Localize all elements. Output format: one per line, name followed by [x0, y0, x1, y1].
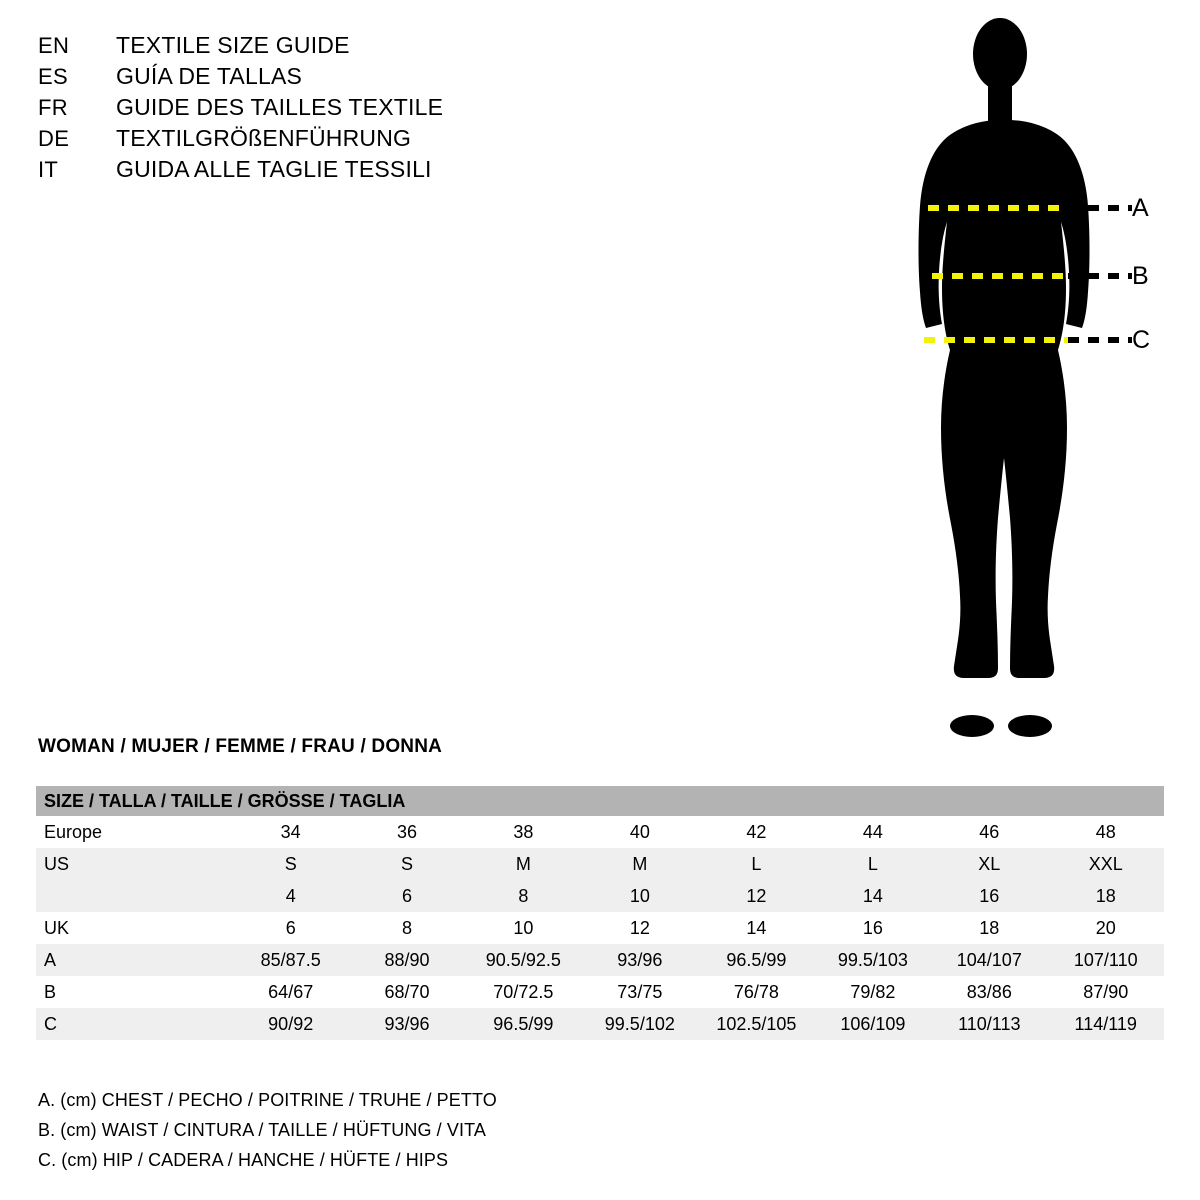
- cell: 18: [931, 912, 1047, 944]
- language-title-block: [38, 32, 658, 187]
- cell: 14: [815, 880, 931, 912]
- cell: 90.5/92.5: [465, 944, 582, 976]
- language-title: TEXTILGRÖßENFÜHRUNG: [116, 125, 412, 151]
- table-header-row: [36, 786, 1164, 816]
- cell: 8: [349, 912, 465, 944]
- table-row: [36, 976, 1164, 1008]
- language-row: [38, 63, 658, 94]
- language-row: [38, 32, 658, 63]
- row-label: C: [36, 1008, 233, 1040]
- language-row: [38, 156, 658, 187]
- cell: 38: [465, 816, 582, 848]
- cell: 14: [698, 912, 815, 944]
- cell: 99.5/102: [582, 1008, 698, 1040]
- cell: 114/119: [1048, 1008, 1164, 1040]
- cell: 73/75: [582, 976, 698, 1008]
- cell: 44: [815, 816, 931, 848]
- size-table: [36, 786, 1164, 1040]
- language-title: GUIDE DES TAILLES TEXTILE: [116, 94, 444, 120]
- cell: S: [233, 848, 349, 880]
- cell: 46: [931, 816, 1047, 848]
- language-row: [38, 125, 658, 156]
- cell: M: [465, 848, 582, 880]
- language-code: ES: [38, 64, 68, 89]
- row-label: US: [36, 848, 233, 880]
- cell: 36: [349, 816, 465, 848]
- cell: 93/96: [349, 1008, 465, 1040]
- cell: 10: [582, 880, 698, 912]
- row-label: Europe: [36, 816, 233, 848]
- language-title: GUÍA DE TALLAS: [116, 63, 303, 89]
- cell: 110/113: [931, 1008, 1047, 1040]
- table-row: [36, 848, 1164, 880]
- cell: 106/109: [815, 1008, 931, 1040]
- cell: L: [698, 848, 815, 880]
- row-label: UK: [36, 912, 233, 944]
- body-figure: [860, 14, 1190, 754]
- cell: 93/96: [582, 944, 698, 976]
- cell: XXL: [1048, 848, 1164, 880]
- cell: 96.5/99: [465, 1008, 582, 1040]
- cell: L: [815, 848, 931, 880]
- legend-item-chest: A. (cm) CHEST / PECHO / POITRINE / TRUHE / PETTO: [38, 1090, 497, 1110]
- cell: 8: [465, 880, 582, 912]
- cell: 12: [698, 880, 815, 912]
- cell: 6: [233, 912, 349, 944]
- row-label: B: [36, 976, 233, 1008]
- cell: 85/87.5: [233, 944, 349, 976]
- legend-item-hip: C. (cm) HIP / CADERA / HANCHE / HÜFTE / HIPS: [38, 1150, 449, 1170]
- cell: 12: [582, 912, 698, 944]
- cell: 88/90: [349, 944, 465, 976]
- cell: 107/110: [1048, 944, 1164, 976]
- row-label: A: [36, 944, 233, 976]
- cell: 20: [1048, 912, 1164, 944]
- cell: S: [349, 848, 465, 880]
- cell: 10: [465, 912, 582, 944]
- waist-marker-label: B: [1132, 262, 1149, 290]
- cell: 48: [1048, 816, 1164, 848]
- measurement-legend: [38, 1090, 497, 1180]
- cell: 40: [582, 816, 698, 848]
- language-row: [38, 94, 658, 125]
- cell: 102.5/105: [698, 1008, 815, 1040]
- cell: 34: [233, 816, 349, 848]
- cell: 70/72.5: [465, 976, 582, 1008]
- language-title: GUIDA ALLE TAGLIE TESSILI: [116, 156, 432, 182]
- hip-marker-label: C: [1132, 326, 1151, 354]
- cell: XL: [931, 848, 1047, 880]
- cell: 83/86: [931, 976, 1047, 1008]
- language-code: EN: [38, 33, 70, 58]
- cell: 79/82: [815, 976, 931, 1008]
- cell: 64/67: [233, 976, 349, 1008]
- chest-marker-label: A: [1132, 194, 1149, 222]
- cell: M: [582, 848, 698, 880]
- table-header-label: SIZE / TALLA / TAILLE / GRÖSSE / TAGLIA: [36, 786, 1164, 816]
- row-label: [36, 880, 233, 912]
- table-row: [36, 944, 1164, 976]
- cell: 16: [931, 880, 1047, 912]
- cell: 90/92: [233, 1008, 349, 1040]
- cell: 87/90: [1048, 976, 1164, 1008]
- language-code: IT: [38, 157, 59, 182]
- language-code: FR: [38, 95, 68, 120]
- cell: 96.5/99: [698, 944, 815, 976]
- table-row: [36, 912, 1164, 944]
- cell: 104/107: [931, 944, 1047, 976]
- cell: 68/70: [349, 976, 465, 1008]
- table-row: [36, 1008, 1164, 1040]
- cell: 18: [1048, 880, 1164, 912]
- female-silhouette-icon: [919, 18, 1090, 737]
- table-row: [36, 880, 1164, 912]
- cell: 6: [349, 880, 465, 912]
- cell: 4: [233, 880, 349, 912]
- language-code: DE: [38, 126, 70, 151]
- language-title: TEXTILE SIZE GUIDE: [116, 32, 350, 58]
- gender-heading: WOMAN / MUJER / FEMME / FRAU / DONNA: [38, 736, 443, 757]
- table-row: [36, 816, 1164, 848]
- cell: 42: [698, 816, 815, 848]
- cell: 99.5/103: [815, 944, 931, 976]
- legend-item-waist: B. (cm) WAIST / CINTURA / TAILLE / HÜFTUNG / VITA: [38, 1120, 486, 1140]
- cell: 76/78: [698, 976, 815, 1008]
- cell: 16: [815, 912, 931, 944]
